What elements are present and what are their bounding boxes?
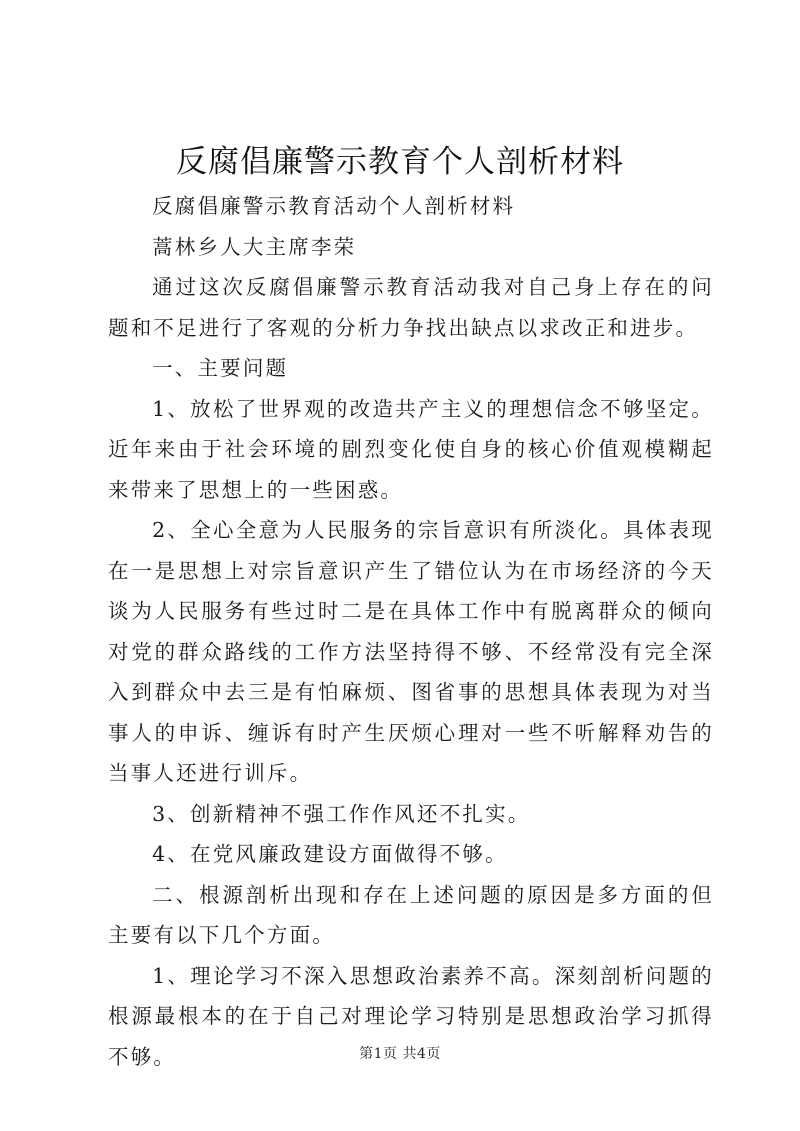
subtitle-paragraph: 反腐倡廉警示教育活动个人剖析材料 [152, 194, 516, 218]
section-heading-root-analysis: 二、根源剖析出现和存在上述问题的原因是多方面的但主要有以下几个方面。 [108, 882, 714, 947]
problem-paragraph-2: 2、全心全意为人民服务的宗旨意识有所淡化。具体表现在一是思想上对宗旨意识产生了错位认为在市场经济的今天谈为人民服务有些过时二是在具体工作中有脱离群众的倾向对党的群众路线的工作方法坚持得不够、不经常没有完全深入到群众中去三是有怕麻烦、图省事的思想具体表现为对当事人的申诉、缠诉有时产生厌烦心理对一些不听解释劝告的当事人还进行训斥。 [108, 518, 714, 785]
section-heading-main-problems: 一、主要问题 [152, 356, 289, 380]
document-title: 反腐倡廉警示教育个人剖析材料 [176, 144, 624, 180]
document-body [108, 186, 714, 1077]
analysis-paragraph-1: 1、理论学习不深入思想政治素养不高。深刻剖析问题的根源最根本的在于自己对理论学习特别是思想政治学习抓得不够。 [108, 963, 714, 1069]
author-paragraph: 蒿林乡人大主席李荣 [152, 234, 357, 259]
problem-paragraph-3: 3、创新精神不强工作作风还不扎实。 [152, 801, 531, 826]
problem-paragraph-1: 1、放松了世界观的改造共产主义的理想信念不够坚定。近年来由于社会环境的剧烈变化使自身的核心价值观模糊起来带来了思想上的一些困惑。 [108, 396, 714, 502]
page-footer: 第1页 共4页 [359, 1046, 441, 1062]
intro-paragraph: 通过这次反腐倡廉警示教育活动我对自己身上存在的问题和不足进行了客观的分析力争找出缺点以求改正和进步。 [108, 275, 714, 340]
problem-paragraph-4: 4、在党风廉政建设方面做得不够。 [152, 842, 508, 866]
